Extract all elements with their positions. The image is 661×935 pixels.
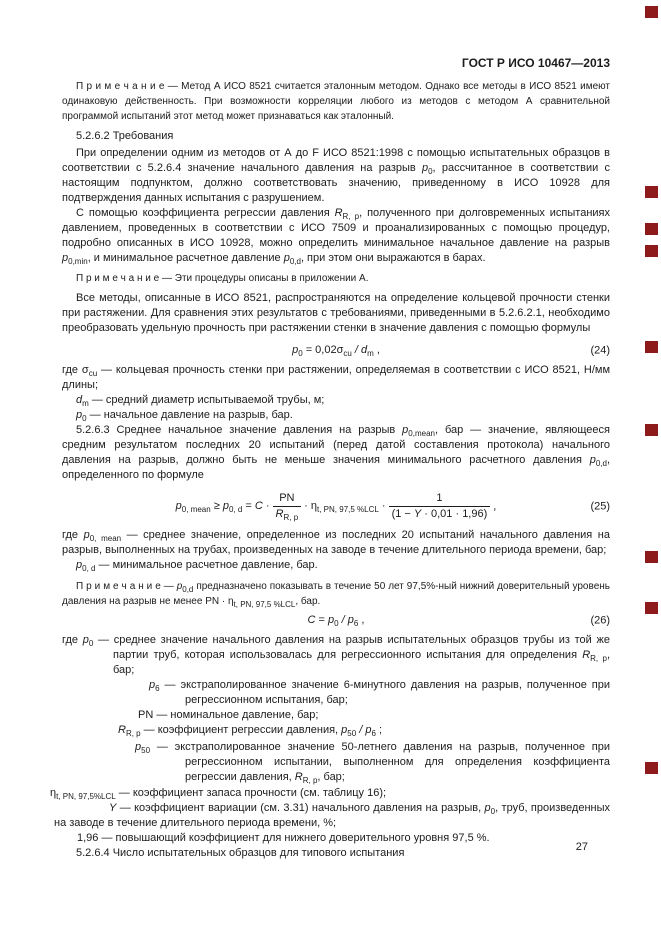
redaction-mark — [645, 223, 658, 235]
formula-25-fraction-2 — [389, 491, 491, 522]
note-method-a: П р и м е ч а н и е — Метод А ИСО 8521 считается эталонным методом. Однако все методы в ИСО 8521 имеют одинаковую действенность. При возможности корреляции любого из методов с методом А сравнительной программой испытаний этот метод может признаваться как эталонный. — [62, 81, 610, 122]
formula-25-tail: , — [493, 500, 497, 513]
redaction-mark — [645, 341, 658, 353]
page-number: 27 — [575, 841, 588, 853]
formula-24-body: $p_0 = 0,02\sigma_{cu} / d_m$ , — [292, 344, 380, 359]
paragraph-requirements-2: С помощью коэффициента регрессии давления $R_{R, p}$, полученного при долговременных испытаниях давлением, проведенных в соответствии с ИСО 7509 и проанализированных с помощью процедур, подробно описанных в ИСО 10928, можно определить минимальное начальное давление на разрыв $p_{0,min}$, и минимальное расчетное давление $p_{0,d}$, при этом они выражаются в барах. — [62, 207, 611, 267]
document-body — [50, 79, 611, 861]
formula-25 — [62, 491, 610, 522]
page-header: ГОСТ Р ИСО 10467—2013 — [461, 56, 610, 70]
definition-row: $p_6$ — экстраполированное значение 6-минутного давления на разрыв, полученное при регрессионном испытания, бар; — [149, 679, 610, 706]
redaction-mark — [645, 186, 658, 198]
section-heading-5262: 5.2.6.2 Требования — [76, 130, 174, 142]
definition-row: где $\sigma_{cu}$ — кольцевая прочность стенки при растяжении, определяемая в соответствии с ИСО 8521, Н/мм длины; — [62, 364, 611, 391]
paragraph-requirements-1: При определении одним из методов от А до F ИСО 8521:1998 с помощью испытательных образцов в соответствии с 5.2.6.4 значение начального давления на разрыв $p_0$, рассчитанное в соответствии с настоящим подпунктом, должно соответствовать значению, приведенному в ИСО 10928 для подтверждения данных испытания с разрушением. — [62, 147, 610, 204]
redaction-mark — [645, 6, 658, 18]
definition-row: $p_{50}$ — экстраполированное значение 50-летнего давления на разрыв, полученное при регрессионном испытании, выполненном для определения коэффициента регрессии давления, $R_{R, p}$, бар; — [135, 741, 610, 786]
fraction-denominator: (1 − Y · 0,01 · 1,96) — [391, 508, 488, 520]
definition-row: $p_0$ — начальное давление на разрыв, бар. — [76, 409, 293, 424]
fraction-denominator: $R_{R, p}$ — [275, 508, 299, 523]
note-p0d: П р и м е ч а н и е — $p_{0,d}$ предназначено показывать в течение 50 лет 97,5%-ный нижний доверительный уровень давления на разрыв не менее PN · $\eta_{t, PN, 97,5 \%LCL}$, бар. — [62, 581, 610, 609]
formula-26-body: $C = p_0 / p_6$ , — [307, 614, 365, 629]
redaction-mark — [645, 551, 658, 563]
note-annex-a: П р и м е ч а н и е — Эти процедуры описаны в приложении А. — [76, 273, 369, 284]
section-heading-5264: 5.2.6.4 Число испытательных образцов для типового испытания — [76, 847, 405, 859]
definition-row: где $p_0$ — среднее значение начального давления на разрыв испытательных образцов трубы из той же партии труб, которая использовалась для регрессионного испытания для определения $R_{R, p}$, бар; — [62, 634, 610, 676]
definition-row: $\eta_{t, PN, 97,5\%LCL}$ — коэффициент запаса прочности (см. таблицу 16); — [50, 787, 387, 802]
redaction-mark — [645, 245, 658, 257]
definition-row: PN — номинальное давление, бар; — [138, 709, 319, 721]
definition-row: $R_{R, p}$ — коэффициент регрессии давления, $p_{50} / p_6$ ; — [118, 724, 383, 739]
fraction-numerator: PN — [273, 491, 302, 507]
formula-26-number: (26) — [590, 614, 610, 626]
redaction-mark — [645, 762, 658, 774]
formula-24 — [62, 343, 610, 358]
redaction-mark — [645, 602, 658, 614]
formula-25-mid: · $\eta_{t, PN, 97,5 \%LCL}$ · — [304, 500, 386, 515]
definition-row: $d_m$ — средний диаметр испытываемой трубы, м; — [76, 394, 325, 409]
fraction-numerator: 1 — [389, 491, 491, 507]
formula-25-number: (25) — [590, 500, 610, 512]
definition-row: 1,96 — повышающий коэффициент для нижнего доверительного уровня 97,5 %. — [77, 832, 490, 844]
paragraph-methods-iso8521: Все методы, описанные в ИСО 8521, распространяются на определение кольцевой прочности стенки при растяжении. Для сравнения этих результатов с требованиями, приведенными в 5.2.6.2.1, необходимо преобразовать удельную прочность при растяжении стенки в значение давления с помощью формулы — [62, 292, 610, 334]
formula-26 — [62, 613, 610, 628]
formula-25-fraction-1 — [273, 491, 302, 522]
redaction-mark — [645, 424, 658, 436]
formula-25-lhs: $p_{0, mean} \ge p_{0, d} = C$ · — [175, 500, 270, 515]
paragraph-5263: 5.2.6.3 Среднее начальное значение давления на разрыв $p_{0,mean}$, бар — значение, являющееся средним результатом последних 20 испытаний (перед датой составления протокола) начального давления на разрыв, должно быть не меньше значения минимального расчетного давления $p_{0,d}$, определенного по формуле — [62, 424, 610, 481]
definition-row: где $p_{0, mean}$ — среднее значение, определенное из последних 20 испытаний начального давления на разрыв, выполненных на трубах, произведенных на заводе в течение длительного периода времени, бар; — [62, 529, 610, 556]
formula-24-number: (24) — [590, 344, 610, 356]
definition-row: Y — коэффициент вариации (см. 3.31) начального давления на разрыв, $p_0$, труб, произведенных на заводе в течение длительного периода времени, %; — [54, 802, 611, 829]
definition-row: $p_{0, d}$ — минимальное расчетное давление, бар. — [76, 559, 318, 574]
